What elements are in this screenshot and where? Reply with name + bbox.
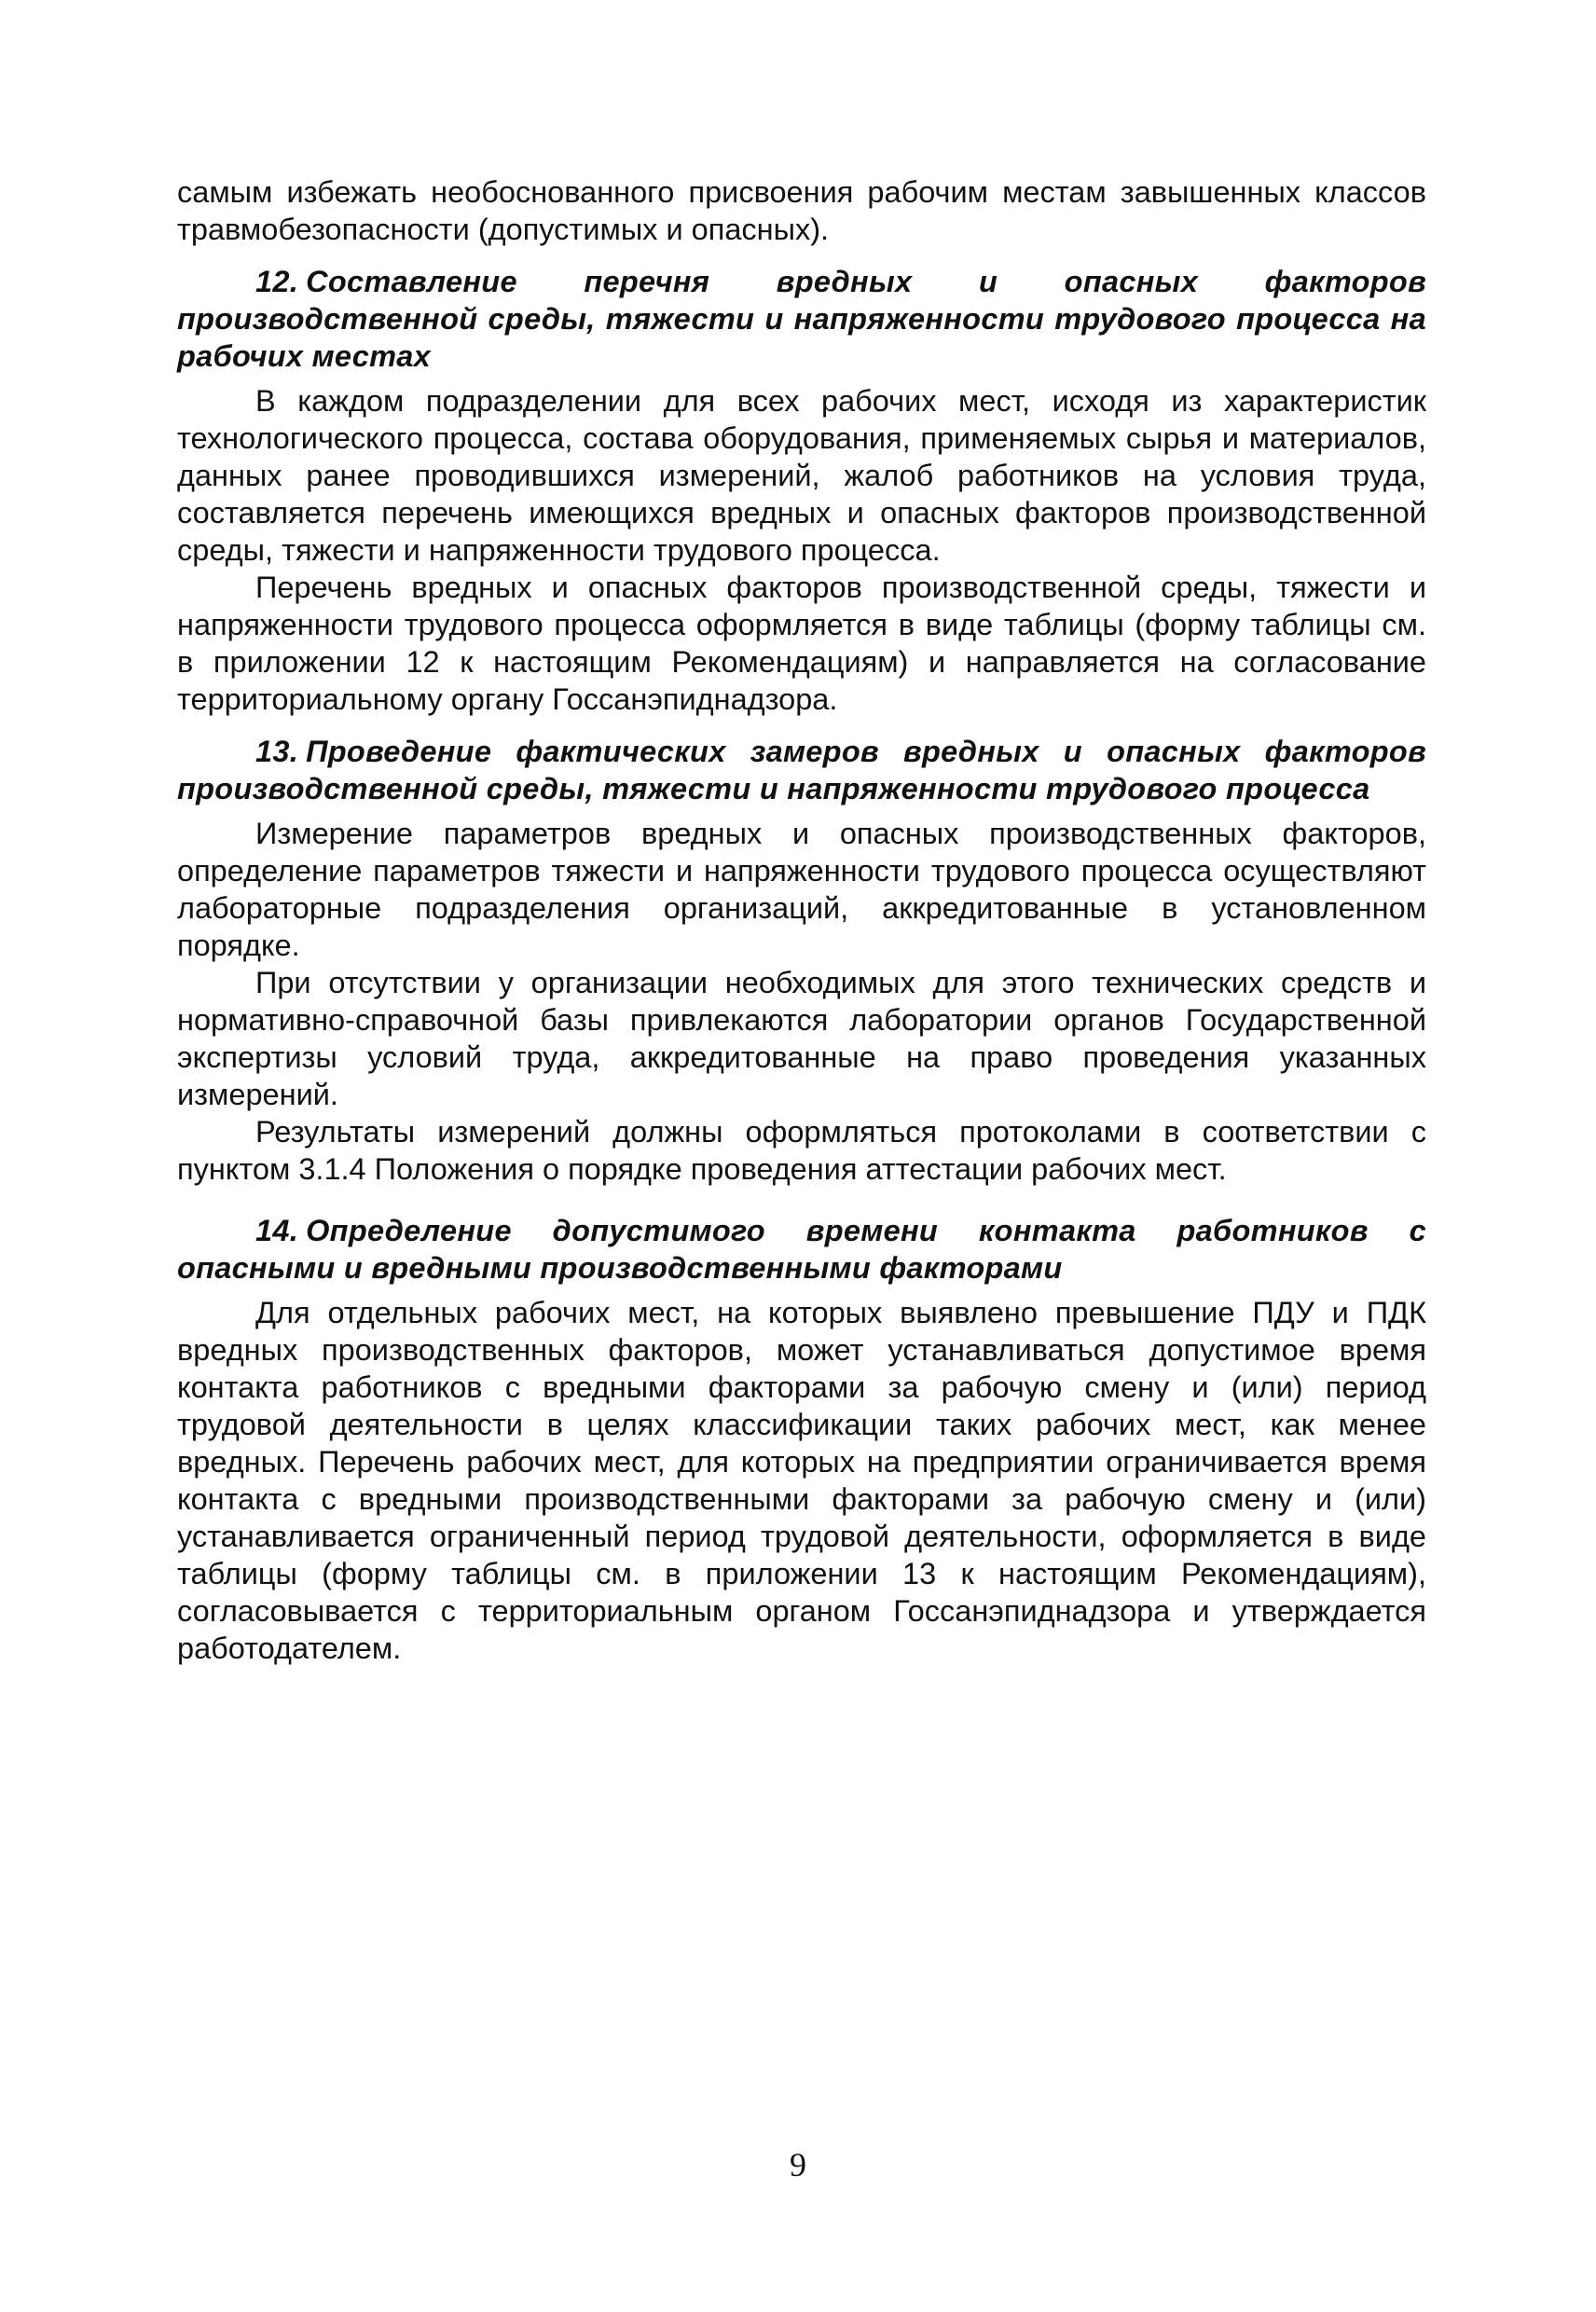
section-paragraph: Измерение параметров вредных и опасных производственных факторов, определение параметров тяжести и напряженности трудового процесса осуществляют лабораторные подразделения организаций, аккредитованные в установленном порядке.	[177, 817, 1426, 962]
section-paragraph: Результаты измерений должны оформляться протоколами в соответствии с пунктом 3.1.4 Положения о порядке проведения аттестации рабочих мест.	[177, 1115, 1426, 1186]
section-title: Определение допустимого времени контакта работников с опасными и вредными производственными факторами	[177, 1214, 1426, 1285]
section-title: Проведение фактических замеров вредных и опасных факторов производственной среды, тяжести и напряженности трудового процесса	[177, 735, 1426, 805]
section-number: 12.	[255, 265, 299, 298]
section-heading	[177, 1212, 1426, 1287]
section-12	[177, 263, 1426, 718]
section-number: 14.	[255, 1214, 299, 1247]
section-14	[177, 1212, 1426, 1667]
document-page	[177, 173, 1426, 1667]
section-paragraph: Перечень вредных и опасных факторов производственной среды, тяжести и напряженности трудового процесса оформляется в виде таблицы (форму таблицы см. в приложении 12 к настоящим Рекомендациям) и направляется на согласование территориальному органу Госсанэпиднадзора.	[177, 571, 1426, 716]
section-paragraph: При отсутствии у организации необходимых для этого технических средств и нормативно-справочной базы привлекаются лаборатории органов Государственной экспертизы условий труда, аккредитованные на право проведения указанных измерений.	[177, 966, 1426, 1111]
section-paragraph: В каждом подразделении для всех рабочих мест, исходя из характеристик технологического процесса, состава оборудования, применяемых сырья и материалов, данных ранее проводившихся измерений, жалоб работников на условия труда, составляется перечень имеющихся вредных и опасных факторов производственной среды, тяжести и напряженности трудового процесса.	[177, 384, 1426, 567]
section-paragraph: Для отдельных рабочих мест, на которых выявлено превышение ПДУ и ПДК вредных производственных факторов, может устанавливаться допустимое время контакта работников с вредными факторами за рабочую смену и (или) период трудовой деятельности в целях классификации таких рабочих мест, как менее вредных. Перечень рабочих мест, для которых на предприятии ограничивается время контакта с вредными производственными факторами за рабочую смену и (или) устанавливается ограниченный период трудовой деятельности, оформляется в виде таблицы (форму таблицы см. в приложении 13 к настоящим Рекомендациям), согласовывается с территориальным органом Госсанэпиднадзора и утверждается работодателем.	[177, 1296, 1426, 1665]
page-number: 9	[790, 2146, 806, 2183]
section-heading	[177, 263, 1426, 375]
section-13	[177, 733, 1426, 1188]
continuation-paragraph: самым избежать необоснованного присвоения рабочим местам завышенных классов травмобезопасности (допустимых и опасных).	[177, 175, 1426, 246]
section-number: 13.	[255, 735, 299, 768]
section-heading	[177, 733, 1426, 807]
section-title: Составление перечня вредных и опасных факторов производственной среды, тяжести и напряженности трудового процесса на рабочих местах	[177, 265, 1426, 373]
